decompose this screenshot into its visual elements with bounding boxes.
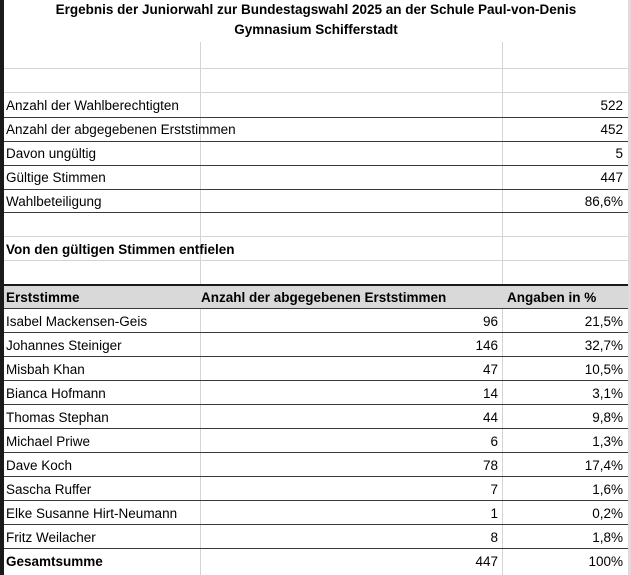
candidate-name[interactable]: Fritz Weilacher: [6, 530, 96, 545]
table-row[interactable]: [4, 429, 628, 453]
vote-percent[interactable]: 32,7%: [584, 338, 623, 353]
table-row[interactable]: [4, 333, 628, 357]
table-row[interactable]: [4, 453, 628, 477]
table-row[interactable]: [4, 477, 628, 501]
gridline-row: [4, 260, 628, 261]
total-label[interactable]: Gesamtsumme: [6, 554, 103, 569]
summary-value[interactable]: 447: [600, 170, 623, 185]
summary-row[interactable]: [4, 189, 628, 213]
column-header-candidate: Erststimme: [6, 290, 80, 305]
candidate-name[interactable]: Elke Susanne Hirt-Neumann: [6, 506, 178, 521]
gridline-row: [4, 68, 628, 69]
section-heading-row: [4, 237, 628, 261]
summary-label[interactable]: Anzahl der abgegebenen Erststimmen: [6, 122, 236, 137]
vote-percent[interactable]: 9,8%: [592, 410, 623, 425]
section-heading: Von den gültigen Stimmen entfielen: [6, 242, 235, 257]
vote-count[interactable]: 8: [490, 530, 498, 545]
candidate-name[interactable]: Dave Koch: [6, 458, 73, 473]
vote-count[interactable]: 44: [482, 410, 498, 425]
vote-percent[interactable]: 3,1%: [592, 386, 623, 401]
vote-count[interactable]: 14: [482, 386, 498, 401]
summary-label[interactable]: Anzahl der Wahlberechtigten: [6, 98, 179, 113]
column-header-count: Anzahl der abgegebenen Erststimmen: [201, 290, 447, 305]
candidate-name[interactable]: Michael Priwe: [6, 434, 91, 449]
total-row[interactable]: [4, 549, 628, 573]
candidate-name[interactable]: Sascha Ruffer: [6, 482, 92, 497]
vote-percent[interactable]: 1,6%: [592, 482, 623, 497]
title-line-2: Gymnasium Schifferstadt: [234, 22, 398, 37]
vote-percent[interactable]: 1,3%: [592, 434, 623, 449]
vote-count[interactable]: 7: [490, 482, 498, 497]
summary-row[interactable]: [4, 165, 628, 189]
table-row[interactable]: [4, 501, 628, 525]
gridline-row: [4, 212, 628, 213]
vote-count[interactable]: 6: [490, 434, 498, 449]
summary-value[interactable]: 86,6%: [584, 194, 623, 209]
title-line-1: Ergebnis der Juniorwahl zur Bundestagswahl 2025 an der Schule Paul-von-Denis: [55, 2, 577, 17]
table-header: [4, 285, 628, 309]
table-row[interactable]: [4, 357, 628, 381]
summary-value[interactable]: 522: [600, 98, 623, 113]
summary-label[interactable]: Wahlbeteiligung: [6, 194, 102, 209]
summary-value[interactable]: 5: [615, 146, 623, 161]
total-count[interactable]: 447: [475, 554, 498, 569]
total-percent[interactable]: 100%: [588, 554, 623, 569]
candidate-name[interactable]: Isabel Mackensen-Geis: [6, 314, 148, 329]
summary-row[interactable]: [4, 93, 628, 117]
vote-percent[interactable]: 0,2%: [592, 506, 623, 521]
vote-percent[interactable]: 1,8%: [592, 530, 623, 545]
vote-count[interactable]: 146: [475, 338, 498, 353]
candidate-name[interactable]: Thomas Stephan: [6, 410, 109, 425]
summary-label[interactable]: Davon ungültig: [6, 146, 97, 161]
vote-percent[interactable]: 17,4%: [584, 458, 623, 473]
table-row[interactable]: [4, 405, 628, 429]
summary-row[interactable]: [4, 117, 628, 141]
summary-row[interactable]: [4, 141, 628, 165]
table-row[interactable]: [4, 525, 628, 549]
page-title: [4, 0, 628, 42]
vote-count[interactable]: 78: [482, 458, 498, 473]
summary-label[interactable]: Gültige Stimmen: [6, 170, 106, 185]
table-row[interactable]: [4, 309, 628, 333]
candidate-name[interactable]: Bianca Hofmann: [6, 386, 106, 401]
vote-percent[interactable]: 21,5%: [584, 314, 623, 329]
vote-count[interactable]: 1: [490, 506, 498, 521]
candidate-name[interactable]: Johannes Steiniger: [6, 338, 122, 353]
column-header-percent: Angaben in %: [507, 290, 597, 305]
vote-percent[interactable]: 10,5%: [584, 362, 623, 377]
candidate-name[interactable]: Misbah Khan: [6, 362, 85, 377]
summary-value[interactable]: 452: [600, 122, 623, 137]
vote-count[interactable]: 96: [482, 314, 498, 329]
vote-count[interactable]: 47: [482, 362, 498, 377]
table-row[interactable]: [4, 381, 628, 405]
